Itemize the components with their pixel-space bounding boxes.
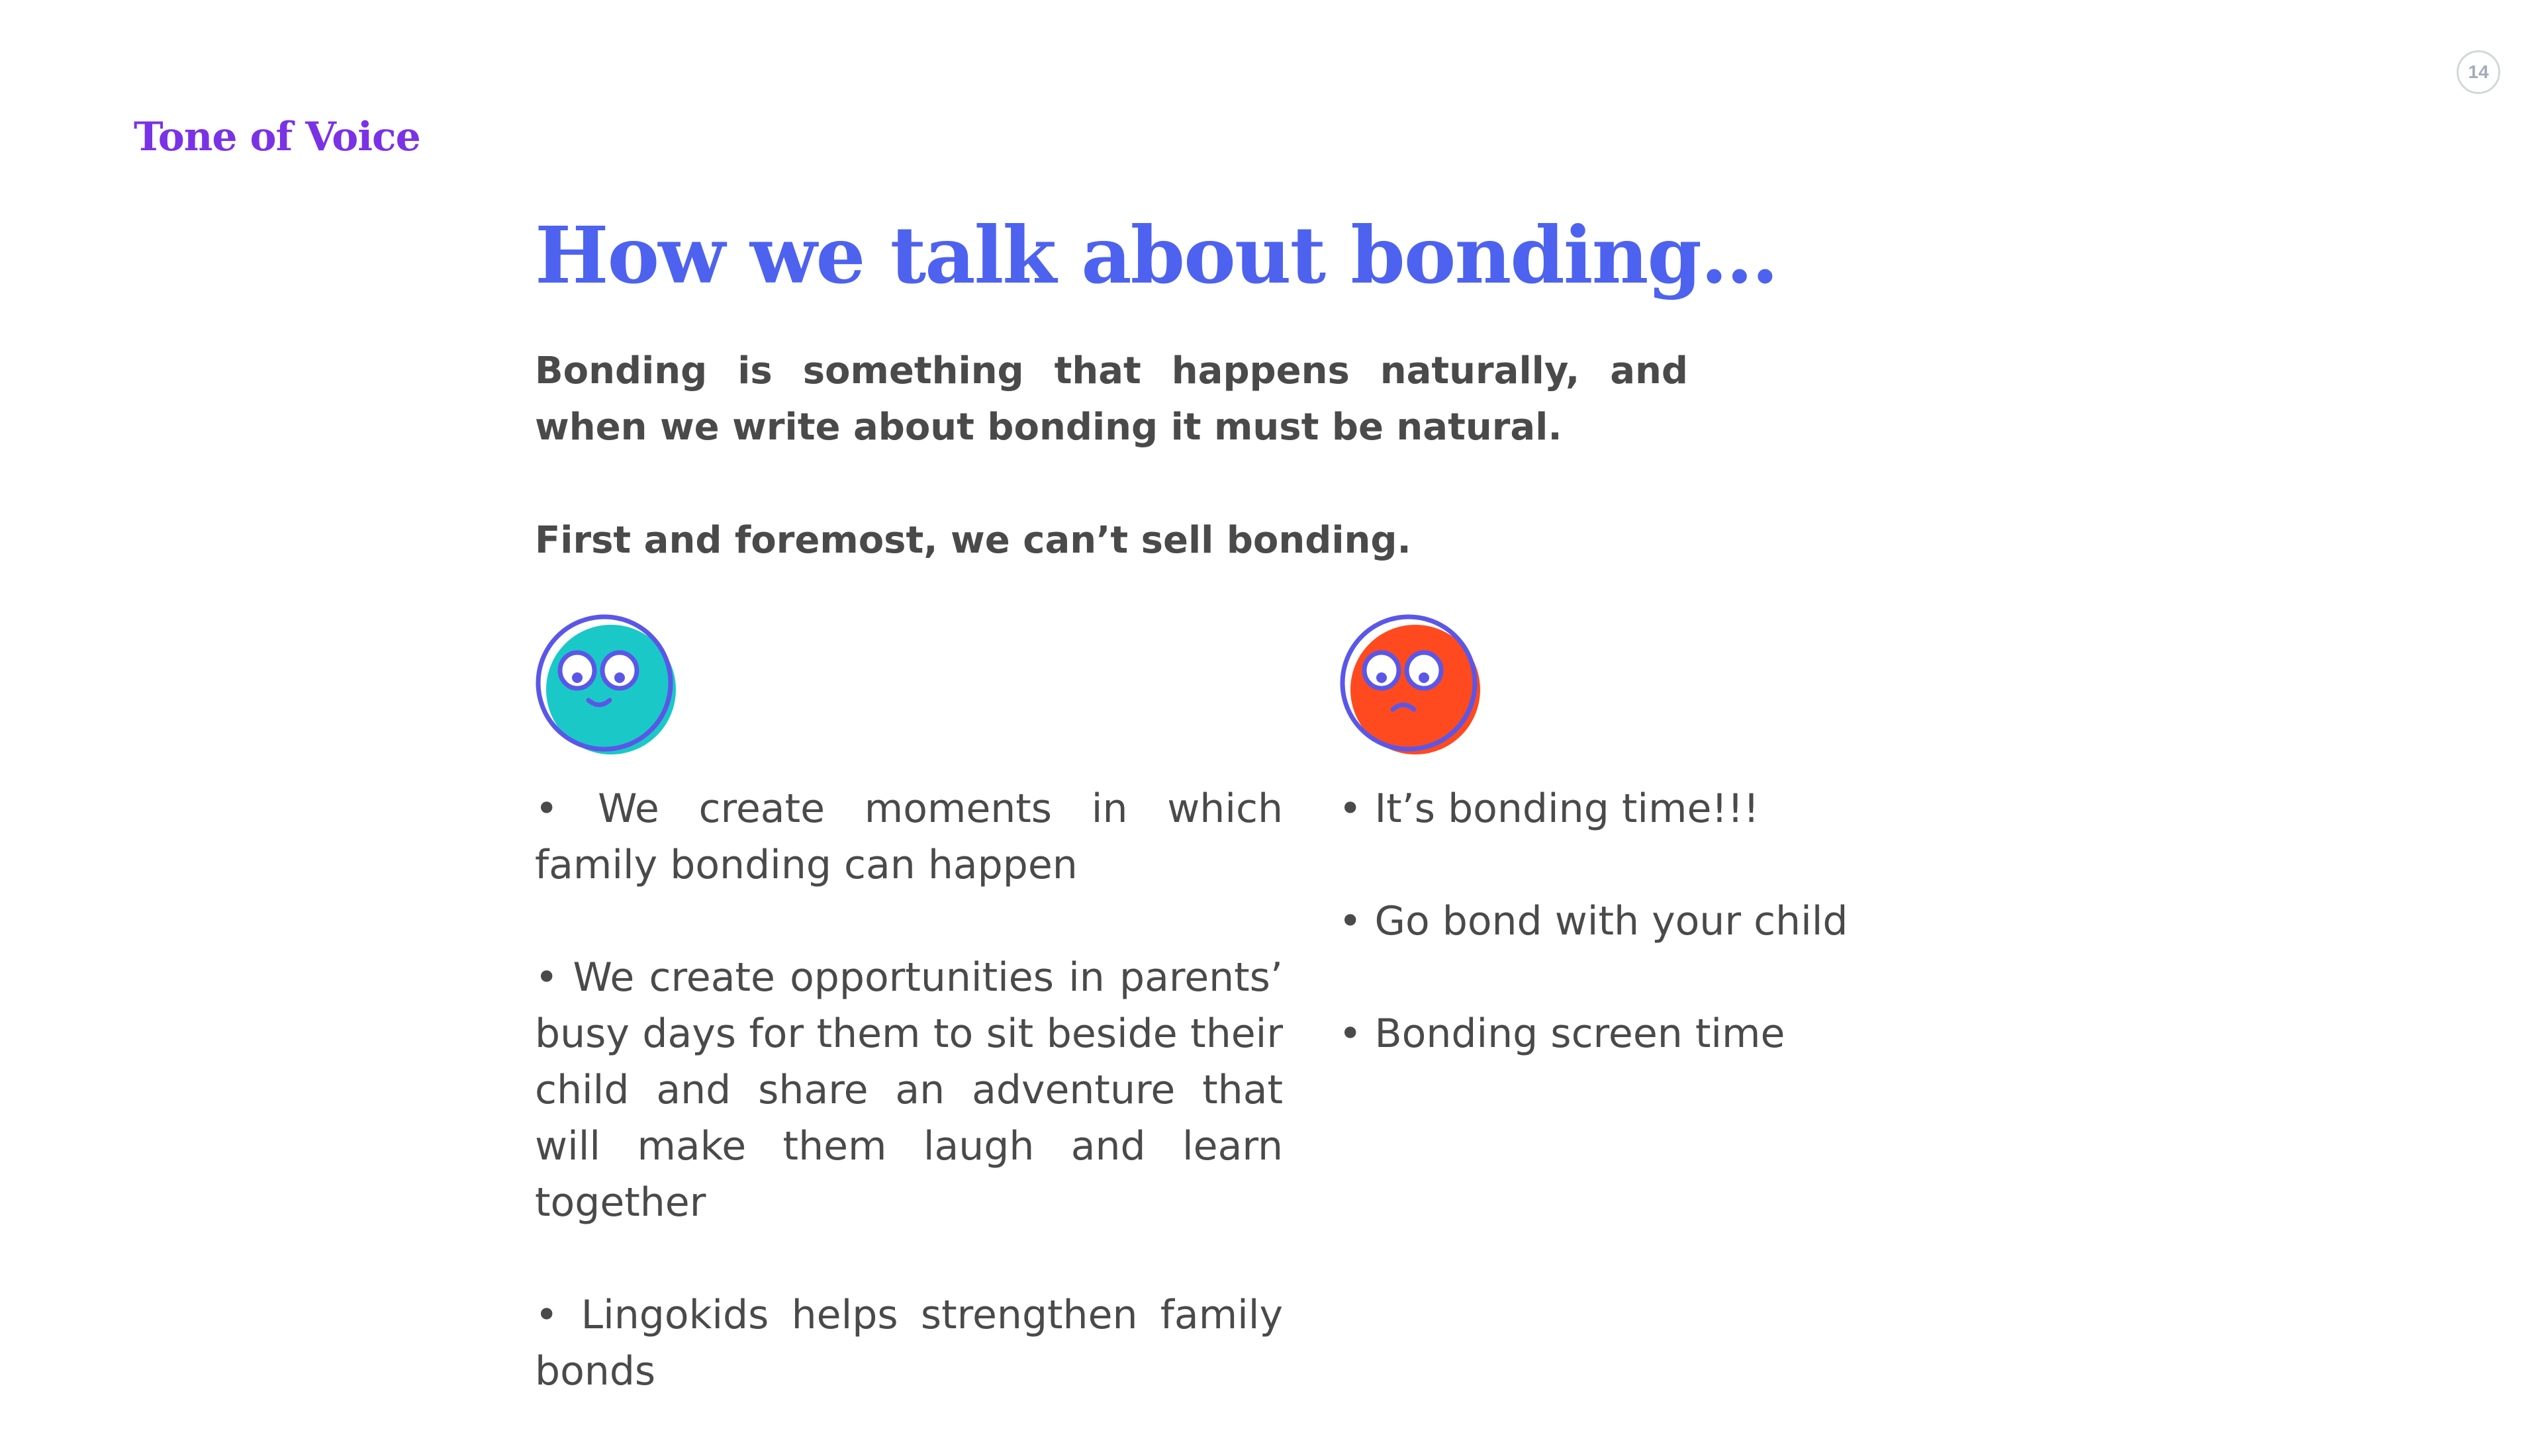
dont-list — [1339, 781, 2001, 1118]
page-number: 14 — [2457, 50, 2500, 94]
intro-paragraph: Bonding is something that happens naturally, and when we write about bonding it must be natural. — [535, 349, 1688, 449]
do-list — [535, 781, 1283, 1456]
list-item: • We create moments in which family bonding can happen — [535, 786, 1283, 888]
list-item: • We create opportunities in parents’ busy days for them to sit beside their child and share an adventure that will make them laugh and learn together — [535, 954, 1283, 1226]
happy-face-icon — [533, 613, 679, 758]
list-item: • Go bond with your child — [1339, 898, 1848, 944]
section-label: Tone of Voice — [134, 114, 420, 160]
list-item: • Bonding screen time — [1339, 1011, 1785, 1057]
page-title: How we talk about bonding… — [535, 209, 1777, 301]
list-item: • It’s bonding time!!! — [1339, 786, 1760, 832]
intro-emphasis: First and foremost, we can’t sell bonding. — [535, 519, 1411, 562]
list-item: • Lingokids helps strengthen family bonds — [535, 1292, 1283, 1394]
sad-face-icon — [1337, 613, 1483, 758]
